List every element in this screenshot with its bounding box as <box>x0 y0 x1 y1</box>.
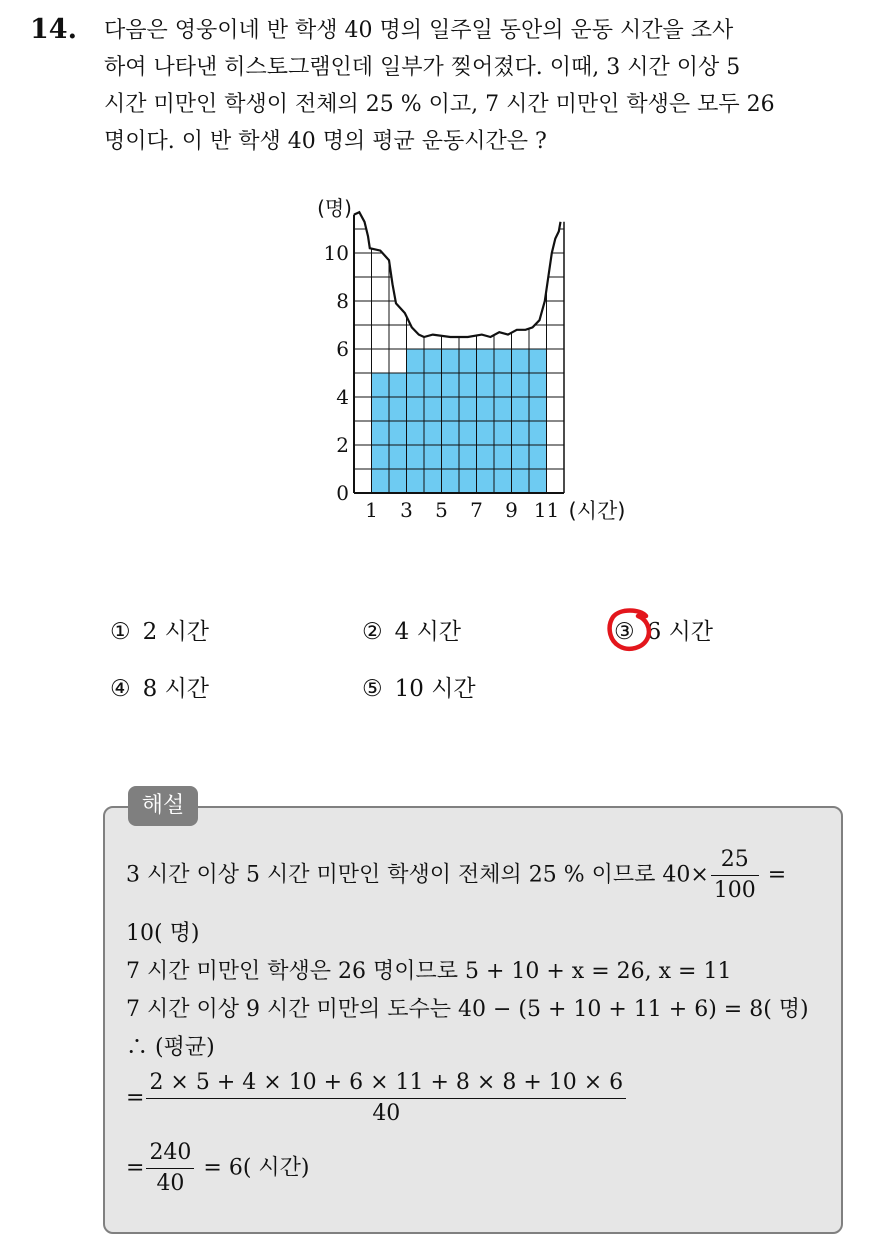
solution-line-5: ∴ (평균) <box>126 1035 215 1060</box>
y-tick-label: 4 <box>336 385 349 409</box>
solution-line-1 <box>126 845 786 906</box>
choice-4[interactable] <box>110 670 209 703</box>
y-tick-label: 10 <box>323 241 349 265</box>
fraction <box>146 1068 626 1129</box>
x-tick-label: 5 <box>435 498 448 522</box>
choice-5[interactable] <box>362 670 476 703</box>
solution-text: = <box>760 862 787 888</box>
x-tick-label: 1 <box>365 498 378 522</box>
fraction <box>711 845 759 906</box>
fraction <box>146 1138 194 1199</box>
solution-average-formula <box>126 1068 628 1129</box>
choice-text: 8 시간 <box>142 676 210 702</box>
x-tick-label: 11 <box>533 498 560 522</box>
choice-number: ④ <box>110 676 131 702</box>
choice-number: ② <box>362 619 383 645</box>
question-text <box>104 12 864 160</box>
x-tick-label: 9 <box>505 498 518 522</box>
y-axis-label: (명) <box>317 196 352 220</box>
question-line: 시간 미만인 학생이 전체의 25 % 이고, 7 시간 미만인 학생은 모두 26 <box>104 92 775 117</box>
histogram-chart <box>300 190 680 530</box>
equals-sign: = <box>126 1085 145 1111</box>
solution-final <box>126 1138 310 1199</box>
y-tick-label: 2 <box>336 433 349 457</box>
solution-line-3: 7 시간 미만인 학생은 26 명이므로 5 + 10 + x = 26, x = 11 <box>126 959 732 984</box>
choice-number: ① <box>110 619 131 645</box>
answer-circle-mark <box>606 607 654 653</box>
question-number: 14. <box>30 14 77 45</box>
choice-text: 10 시간 <box>394 676 476 702</box>
fraction-numerator: 2 × 5 + 4 × 10 + 6 × 11 + 8 × 8 + 10 × 6 <box>146 1068 626 1099</box>
solution-line-2: 10( 명) <box>126 921 200 946</box>
solution-line-4: 7 시간 이상 9 시간 미만의 도수는 40 − (5 + 10 + 11 + 6) = 8( 명) <box>126 997 809 1022</box>
y-tick-label: 0 <box>336 481 349 505</box>
question-line: 명이다. 이 반 학생 40 명의 평균 운동시간은 ? <box>104 129 547 154</box>
question-line: 다음은 영웅이네 반 학생 40 명의 일주일 동안의 운동 시간을 조사 <box>104 18 734 43</box>
fraction-denominator: 100 <box>713 878 756 903</box>
choice-1[interactable] <box>110 613 209 646</box>
x-tick-label: 7 <box>470 498 483 522</box>
torn-mask <box>354 209 564 337</box>
choice-number: ③ <box>614 619 635 645</box>
fraction-denominator: 40 <box>156 1171 185 1196</box>
fraction-numerator: 25 <box>711 845 759 876</box>
choice-text: 6 시간 <box>646 619 714 645</box>
solution-text: 3 시간 이상 5 시간 미만인 학생이 전체의 25 % 이므로 40× <box>126 862 709 888</box>
choice-text: 4 시간 <box>394 619 462 645</box>
x-axis-label: (시간) <box>568 499 626 523</box>
choice-number: ⑤ <box>362 676 383 702</box>
question-line: 하여 나타낸 히스토그램인데 일부가 찢어졌다. 이때, 3 시간 이상 5 <box>104 55 741 80</box>
solution-text: = 6( 시간) <box>196 1155 310 1181</box>
y-tick-label: 8 <box>336 289 349 313</box>
x-tick-label: 3 <box>400 498 413 522</box>
fraction-numerator: 240 <box>146 1138 194 1169</box>
choice-2[interactable] <box>362 613 461 646</box>
y-tick-label: 6 <box>336 337 349 361</box>
choice-text: 2 시간 <box>142 619 210 645</box>
equals-sign: = <box>126 1155 145 1181</box>
fraction-denominator: 40 <box>372 1101 401 1126</box>
solution-tag: 해설 <box>128 786 198 826</box>
